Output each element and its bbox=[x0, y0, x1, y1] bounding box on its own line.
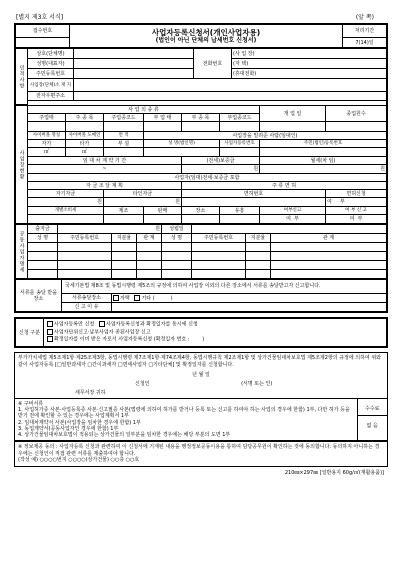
resident-no-input[interactable] bbox=[74, 69, 194, 79]
application-frame bbox=[14, 317, 388, 348]
main-type-input[interactable] bbox=[28, 122, 66, 132]
special-consumption-input[interactable] bbox=[28, 215, 104, 224]
deposit-input[interactable]: 원 bbox=[182, 165, 260, 174]
joint-table bbox=[15, 224, 387, 279]
business-section-label: 사업장현황 bbox=[16, 106, 28, 224]
other-checkbox[interactable] bbox=[134, 295, 140, 301]
manufacture-label: 제조 bbox=[104, 207, 144, 215]
declaration-frame bbox=[14, 352, 388, 467]
area-input[interactable] bbox=[104, 148, 144, 157]
phone-label: 전화번호 bbox=[194, 49, 232, 79]
representative-input[interactable] bbox=[74, 59, 194, 69]
sublease-label: 사업자(임대)전세·보증금 포함 bbox=[28, 174, 387, 182]
delivery-location-options: 자택 기타 ( ) bbox=[112, 294, 387, 303]
others-funds-label: 타인자금 bbox=[104, 190, 182, 198]
attachments-title: ※ 구비서류 bbox=[18, 401, 44, 407]
lessor-reg-input[interactable] bbox=[220, 148, 260, 157]
joint-row bbox=[16, 252, 387, 261]
col-main-type: 주업태 bbox=[28, 114, 66, 122]
lease-period-label: 임 대 차 계 약 기 간 bbox=[28, 157, 182, 165]
col-sub-type: 부 업 태 bbox=[144, 114, 182, 122]
start-date-input[interactable] bbox=[260, 122, 326, 132]
license-applied-input[interactable]: 여 부 bbox=[326, 198, 387, 207]
lessor-id-input[interactable] bbox=[260, 148, 387, 157]
delivery-section-label: 서류를 송달 받을 장소 bbox=[16, 280, 62, 312]
page-side-label: (앞 쪽) bbox=[355, 14, 374, 21]
consent-example: (작성 예) ○○○○번지 ○○○○(상가건물) ○○층 ○○호 bbox=[18, 457, 140, 464]
processing-period-value: 7(14)일 bbox=[343, 38, 387, 48]
application-section-label: 신청 구분 bbox=[16, 319, 44, 347]
own-funds-label: 자기자금 bbox=[28, 190, 104, 198]
home-phone-input[interactable]: (자 택) bbox=[232, 59, 387, 69]
col-sub-item: 부 종 목 bbox=[182, 114, 220, 122]
business-type-label: 사 업 의 종 류 bbox=[28, 106, 260, 114]
others-funds-input[interactable]: 원 bbox=[104, 198, 182, 207]
simplified-input[interactable]: 여 부 bbox=[260, 215, 326, 224]
other-label: 타가 bbox=[66, 140, 104, 148]
lease-period-input[interactable]: ~ bbox=[28, 165, 182, 174]
option4-checkbox[interactable] bbox=[47, 336, 53, 342]
sub-item-input[interactable] bbox=[182, 122, 220, 132]
attachment-item: 4. 상가건물임대차보호법이 적용되는 상가건물의 일부분을 임차한 경우에는 해당 부분의 도면 1부 bbox=[18, 432, 231, 439]
option1-checkbox[interactable] bbox=[47, 321, 53, 327]
fee-cell bbox=[357, 399, 387, 441]
simplified-label: 여부신고 bbox=[260, 207, 326, 215]
receipt-no-value[interactable] bbox=[16, 38, 70, 48]
option2-checkbox[interactable] bbox=[99, 321, 105, 327]
other-area-unit[interactable]: ㎡ bbox=[66, 148, 104, 157]
entertainment-input[interactable] bbox=[182, 215, 220, 224]
joint-col-rel2: 관 계 bbox=[271, 234, 387, 243]
declaration-applicant: 신청인 (서명 또는 인) bbox=[135, 381, 273, 387]
special-consumption-label: 개별소비세 bbox=[28, 207, 104, 215]
receipt-no-label: 접수번호 bbox=[16, 25, 70, 38]
application-options: 사업자등록만 신청 사업자등록신청과 확정일자를 동시에 신청 사업자단위신고·납부사업자 종된사업장 신고 확정일자를 이미 받은 자로서 사업자등록신청 (확정일자 번호 : ) bbox=[44, 319, 387, 347]
trade-name-label: 상호(단체명) bbox=[28, 49, 74, 59]
applicant-section-label: 인적사항 bbox=[16, 49, 28, 105]
lessor-id-label: 주민(법인)등록번호 bbox=[260, 140, 387, 148]
sub-label: 부 설 bbox=[104, 140, 144, 148]
establish-date-label: 성립일 bbox=[162, 225, 192, 234]
partner-label: 출자금 bbox=[28, 225, 58, 234]
ent-type-label: 유흥 bbox=[220, 207, 260, 215]
form-subtitle: (법인이 아닌 단체의 납세번호 신청서) bbox=[155, 36, 257, 44]
start-date-label: 개 업 일 bbox=[260, 106, 326, 122]
sub-type-input[interactable] bbox=[144, 122, 182, 132]
processing-period-label: 처리기간 bbox=[343, 25, 387, 38]
ent-type-input[interactable] bbox=[220, 215, 260, 224]
lessor-name-label: 성 명(법인명) bbox=[144, 140, 220, 148]
joint-col-id1: 주민등록번호 bbox=[58, 234, 112, 243]
form-number: [별지 제3호 서식] bbox=[16, 14, 64, 21]
joint-row bbox=[16, 243, 387, 252]
joint-col-name1: 성 명 bbox=[28, 234, 58, 243]
representative-label: 성명(대표자) bbox=[28, 59, 74, 69]
deposit-label: (전세)보증금 bbox=[182, 157, 260, 165]
license-no-label: 면허번호 bbox=[182, 190, 326, 198]
mobile-phone-input[interactable]: (휴대전화) bbox=[232, 69, 387, 79]
form-header bbox=[14, 8, 388, 23]
attachment-item: 1. 사업허가증 사본·사업등록증 사본·신고필증 사본(법령에 의하여 허가를 받거나 등록 또는 신고를 하여야 하는 사업의 경우에 한함) 1부, 다만 허가 등을 받기 전에 확인할 수 있는 경우에는 사업계획서 1부 bbox=[18, 407, 350, 420]
col-sub-code: 부업종코드 bbox=[220, 114, 260, 122]
sales-input[interactable] bbox=[144, 215, 182, 224]
delivery-table bbox=[15, 279, 387, 312]
funds-label: 자 금 조 달 계 획 bbox=[28, 182, 182, 190]
joint-col-share2: 지분율 bbox=[246, 234, 271, 243]
establish-date-input[interactable] bbox=[192, 225, 387, 234]
title-cell bbox=[70, 25, 343, 48]
title-table bbox=[15, 24, 387, 48]
joint-row bbox=[16, 261, 387, 270]
entertainment-label: 장소 bbox=[182, 207, 220, 215]
license-applied-label: 면허신청 bbox=[326, 190, 387, 198]
main-item-input[interactable] bbox=[66, 122, 104, 132]
sub-code-input[interactable] bbox=[220, 122, 260, 132]
attachments-table bbox=[15, 398, 387, 441]
form-title: 사업자등록신청서(개인사업자용) bbox=[151, 27, 261, 37]
partner-input[interactable]: 원 bbox=[58, 225, 162, 234]
declaration-text: 부가가치세법 제5조제1항·제25조제3항, 동법시행령 제7조제1항·제74조제4항, 동법시행규칙 제2조제1항 및 상가건물임대차보호법 제5조제2항의 규정에 의하여 위와 같이 사업자등록 [□일반과세자 □간이과세자 □면세사업자 □기타단체] 및 확정일자를 신청합니다. bbox=[18, 355, 382, 368]
delivery-notice: 국세기본법 제8조 및 동법시행령 제5조의 규정에 의하여 사업장 이외의 다른 장소에서 서류를 송달받고자 신고합니다. bbox=[62, 280, 387, 294]
email-input[interactable] bbox=[74, 92, 387, 101]
form-page bbox=[14, 8, 388, 476]
attachment-item: 2. 임대차계약서 사본(사업장을 임차한 경우에 한함) 1부 bbox=[18, 419, 141, 426]
attachments-list bbox=[15, 399, 357, 441]
cyber-mall-name-label: 사이버몰 명칭 bbox=[28, 132, 66, 140]
email-label: 전자우편주소 bbox=[28, 92, 74, 101]
form-frame bbox=[14, 23, 388, 313]
trade-name-input[interactable] bbox=[74, 49, 194, 59]
own-label: 자가 bbox=[28, 140, 66, 148]
main-code-input[interactable] bbox=[104, 122, 144, 132]
addressee: 세무서장 귀하 bbox=[75, 390, 106, 396]
special-input[interactable]: 여 부 bbox=[326, 215, 387, 224]
monthly-rent-label: 월세(차 임) bbox=[260, 157, 387, 165]
fee-label: 수수료 bbox=[358, 403, 388, 416]
monthly-rent-input[interactable]: 원 bbox=[260, 165, 387, 174]
option3-checkbox[interactable] bbox=[47, 329, 53, 335]
joint-col-rel1: 관 계 bbox=[137, 234, 162, 243]
joint-col-name2: 성 명 bbox=[162, 234, 192, 243]
special-label: 여 부 신 고 bbox=[326, 207, 387, 215]
cyber-mall-domain-label: 사이버몰 도메인 bbox=[66, 132, 104, 140]
attachment-item: 3. 동업계약서(공동사업자인 경우에 한함) 1부 bbox=[18, 425, 119, 432]
joint-section-label: 공동사업자명세 bbox=[16, 225, 28, 279]
home-checkbox[interactable] bbox=[113, 295, 119, 301]
own-funds-input[interactable]: 원 bbox=[28, 198, 104, 207]
business-table bbox=[15, 105, 387, 224]
employees-label: 종업원수 bbox=[326, 106, 387, 122]
area-label: 면 적 bbox=[104, 132, 144, 140]
reason-label: 신 고 이 유 bbox=[62, 303, 112, 312]
application-table bbox=[15, 318, 387, 347]
lessor-name-input[interactable] bbox=[144, 148, 220, 157]
declaration-date: 년 월 일 bbox=[192, 372, 210, 378]
own-area-unit[interactable]: ㎡ bbox=[28, 148, 66, 157]
business-phone-input[interactable]: (사 업 장) bbox=[232, 49, 387, 59]
lessor-reg-label: 사업자등록번호 bbox=[220, 140, 260, 148]
paper-spec: 210㎜×297㎜ [일반용지 60g/㎡(재활용품)] bbox=[284, 469, 384, 476]
joint-row bbox=[16, 270, 387, 279]
applicant-table bbox=[15, 48, 387, 105]
consent-text: ※ 정보제공 동의 : 사업자등록 신청과 관련하여 이 신청서에 기재된 내용을 행정정보공동이용을 통하여 담당공무원이 확인하는 것에 동의합니다. 동의하지 아니하는 경우에는 신청인이 직접 관련 서류를 제출하여야 합니다. (작성 예) ○○○○번지 ○○○○(상가건물) ○○층 ○○호 bbox=[15, 441, 387, 466]
business-address-label: 사업장(단체)소 재 지 bbox=[28, 79, 74, 92]
reason-input[interactable] bbox=[112, 303, 387, 312]
liquor-label: 주 류 면 허 bbox=[182, 182, 387, 190]
joint-col-share1: 지분율 bbox=[112, 234, 137, 243]
delivery-location-label: 서류송달장소 bbox=[62, 294, 112, 303]
fee-value: 없 음 bbox=[366, 423, 378, 430]
business-address-input[interactable] bbox=[74, 79, 387, 92]
joint-col-id2: 주민등록번호 bbox=[192, 234, 246, 243]
manufacture-input[interactable] bbox=[104, 215, 144, 224]
resident-no-label: 주민등록번호 bbox=[28, 69, 74, 79]
signature-field[interactable]: (서명 또는 인) bbox=[241, 381, 273, 387]
site-lessor-label: 사업장을 빌려준 사람(임대인) bbox=[144, 132, 387, 140]
license-no-input[interactable] bbox=[182, 198, 326, 207]
sales-label: 판매 bbox=[144, 207, 182, 215]
col-main-code: 주업종코드 bbox=[104, 114, 144, 122]
col-main-item: 주 종 목 bbox=[66, 114, 104, 122]
employees-input[interactable] bbox=[326, 122, 387, 132]
